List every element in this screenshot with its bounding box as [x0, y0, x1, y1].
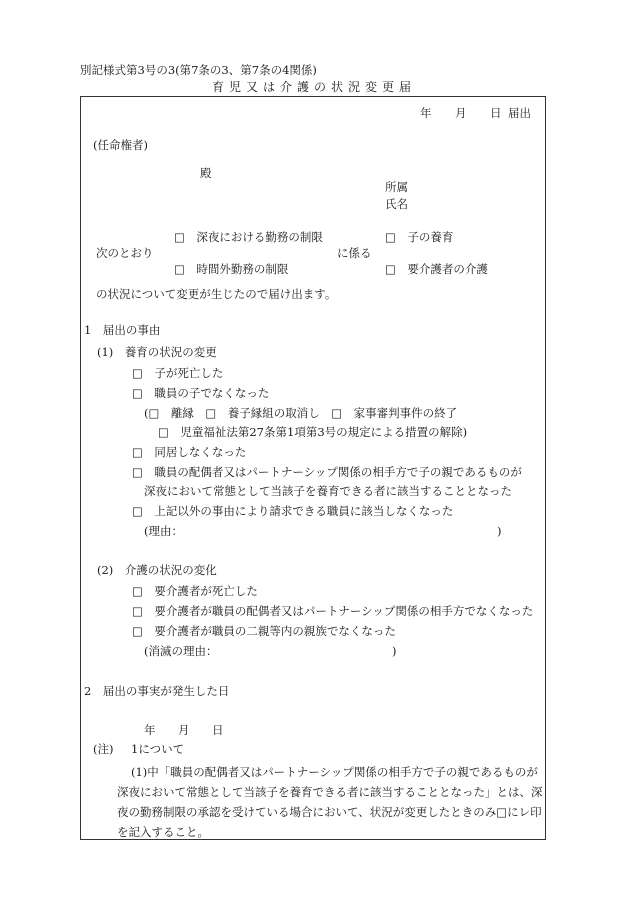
sub2-heading: (2) 介護の状況の変化	[97, 563, 217, 577]
note-line-2: 深夜において常態として当該子を養育できる者に該当することとなった」とは、深	[117, 785, 543, 799]
form-title: 育児又は介護の状況変更届	[212, 80, 417, 94]
date-submitted: 届出	[508, 106, 531, 120]
note-line-3: 夜の勤務制限の承認を受けている場合において、状況が変更したときのみ□にレ印	[117, 805, 542, 819]
intro-lead: 次のとおり	[96, 246, 154, 260]
event-month: 月	[178, 723, 190, 737]
care-reason-died[interactable]: □ 要介護者が死亡した	[132, 584, 258, 598]
option-nursing-care[interactable]: □ 要介護者の介護	[385, 262, 488, 276]
reason-child-died[interactable]: □ 子が死亡した	[132, 366, 224, 380]
appointing-authority-label: (任命権者)	[93, 138, 148, 152]
care-reason-field-close: )	[392, 644, 397, 658]
reason-welfare-measure[interactable]: □ 児童福祉法第27条第1項第3号の規定による措置の解除)	[158, 425, 468, 439]
note-label: (注)	[93, 742, 114, 756]
intro-connector: に係る	[337, 246, 372, 260]
note-ref: 1について	[131, 742, 185, 756]
care-reason-not-relative[interactable]: □ 要介護者が職員の二親等内の親族でなくなった	[132, 624, 396, 638]
reason-field-label: (理由：	[144, 524, 183, 538]
event-year: 年	[144, 723, 156, 737]
affiliation-label: 所属	[385, 180, 408, 194]
reason-subtypes[interactable]: (□ 離縁 □ 養子縁組の取消し □ 家事審判事件の終了	[144, 406, 458, 420]
care-reason-field-label: (消滅の理由：	[144, 644, 218, 658]
option-child-care[interactable]: □ 子の養育	[385, 230, 454, 244]
reason-field-close: )	[497, 524, 502, 538]
event-day: 日	[212, 723, 224, 737]
date-month: 月	[455, 106, 467, 120]
care-reason-not-spouse[interactable]: □ 要介護者が職員の配偶者又はパートナーシップ関係の相手方でなくなった	[132, 604, 534, 618]
section2-heading: 2 届出の事実が発生した日	[84, 684, 230, 698]
date-year: 年	[420, 106, 432, 120]
reason-spouse-can-care-cont: 深夜において常態として当該子を養育できる者に該当することとなった	[144, 484, 512, 498]
form-id: 別記様式第3号の3(第7条の3、第7条の4関係)	[80, 63, 317, 77]
reason-spouse-can-care[interactable]: □ 職員の配偶者又はパートナーシップ関係の相手方で子の親であるものが	[132, 465, 522, 479]
intro-tail: の状況について変更が生じたので届け出ます。	[96, 287, 337, 301]
reason-no-longer-child[interactable]: □ 職員の子でなくなった	[132, 386, 270, 400]
sub1-heading: (1) 養育の状況の変更	[97, 345, 217, 359]
option-overtime-restriction[interactable]: □ 時間外勤務の制限	[174, 262, 289, 276]
reason-not-cohabiting[interactable]: □ 同居しなくなった	[132, 445, 247, 459]
name-label: 氏名	[385, 197, 408, 211]
reason-other[interactable]: □ 上記以外の事由により請求できる職員に該当しなくなった	[132, 504, 454, 518]
note-line-4: を記入すること。	[117, 825, 209, 839]
section1-heading: 1 届出の事由	[84, 323, 161, 337]
honorific: 殿	[200, 166, 212, 180]
date-day: 日	[490, 106, 502, 120]
option-night-restriction[interactable]: □ 深夜における勤務の制限	[174, 230, 323, 244]
note-line-1: (1)中「職員の配偶者又はパートナーシップ関係の相手方で子の親であるものが	[131, 765, 538, 779]
